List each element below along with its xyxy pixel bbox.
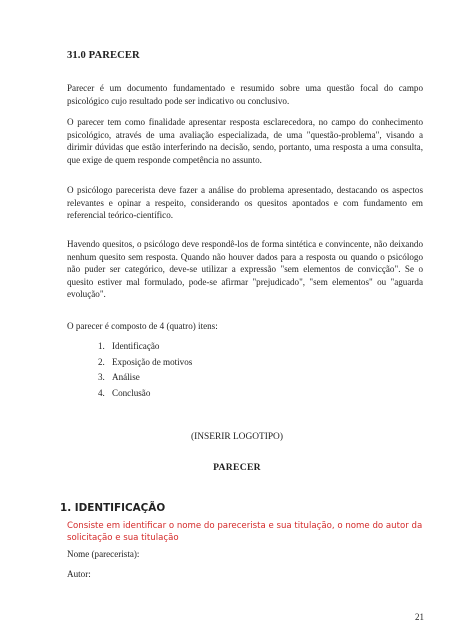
paragraph-analysis: O psicólogo parecerista deve fazer a análise do problema apresentado, destacando os aspectos relevantes e opinar a respeito, considerando os quesitos apontados e com fundamento em referencial teórico-científico. xyxy=(67,185,423,221)
items-list xyxy=(98,340,192,402)
section-title: 31.0 PARECER xyxy=(67,50,140,61)
list-item-label: Conclusão xyxy=(112,387,151,398)
list-item-label: Análise xyxy=(112,372,140,383)
paragraph-composition: O parecer é composto de 4 (quatro) itens: xyxy=(67,321,218,331)
list-item-label: Exposição de motivos xyxy=(112,356,193,367)
paragraph-purpose: O parecer tem como finalidade apresentar resposta esclarecedora, no campo do conhecimento psicológico, através de uma avaliação especializada, de uma "questão-problema", visando a dirimir dúvidas que estão interferindo na decisão, sendo, portanto, uma resposta a uma consulta, que exige de quem responde competência no assunto. xyxy=(67,117,423,165)
list-item-number: 3. xyxy=(98,372,105,383)
list-item-number: 2. xyxy=(98,356,105,367)
list-item xyxy=(98,371,192,387)
field-parecerista-name: Nome (parecerista): xyxy=(67,549,140,559)
logo-placeholder: (INSERIR LOGOTIPO) xyxy=(191,432,283,442)
page-number: 21 xyxy=(415,612,424,622)
document-title: PARECER xyxy=(213,462,261,473)
list-item-label: Identificação xyxy=(112,341,160,351)
field-author: Autor: xyxy=(67,569,91,579)
list-item xyxy=(98,387,192,403)
identification-heading: 1. IDENTIFICAÇÃO xyxy=(60,502,166,514)
list-item xyxy=(98,356,192,372)
list-item xyxy=(98,340,192,356)
paragraph-definition: Parecer é um documento fundamentado e resumido sobre uma questão focal do campo psicológico cujo resultado pode ser indicativo ou conclusivo. xyxy=(67,83,423,106)
list-item-number: 4. xyxy=(98,387,105,398)
instruction-text: Consiste em identificar o nome do parecerista e sua titulação, o nome do autor da solicitação e sua titulação xyxy=(67,521,423,543)
paragraph-questions: Havendo quesitos, o psicólogo deve respondê-los de forma sintética e convincente, não deixando nenhum quesito sem resposta. Quando não houver dados para a resposta ou quando o psicólogo não puder ser categórico, deve-se utilizar a expressão "sem elementos de convicção". Se o quesito estiver mal formulado, pode-se afirmar "prejudicado", "sem elementos" ou "aguarda evolução". xyxy=(67,239,423,300)
list-item-number: 1. xyxy=(98,341,105,351)
